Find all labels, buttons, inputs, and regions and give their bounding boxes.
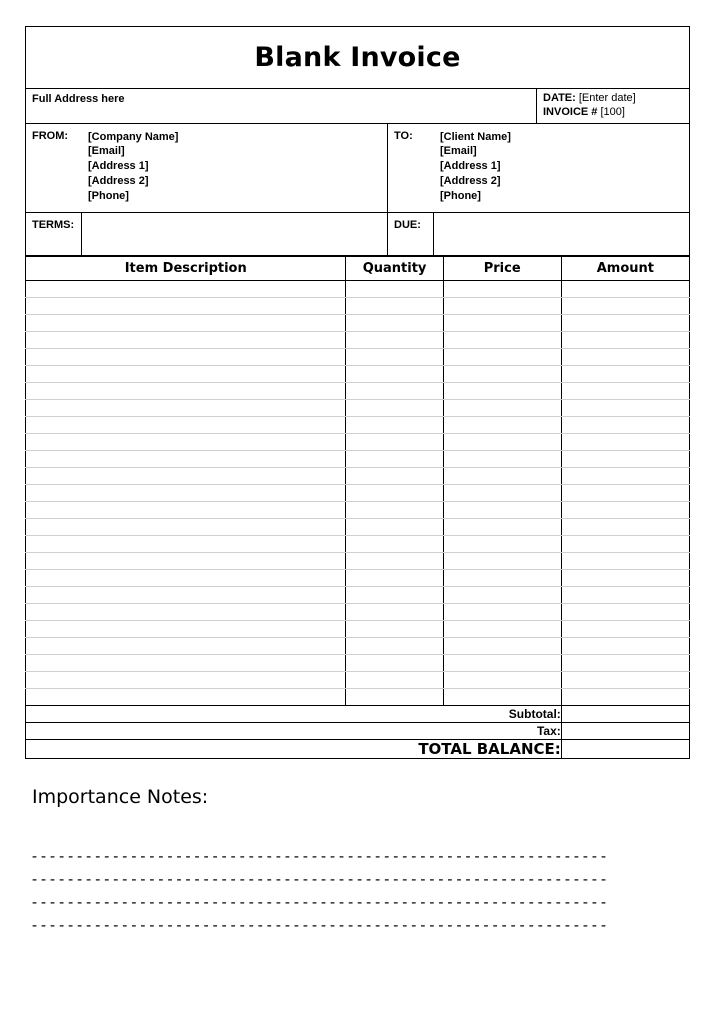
table-row [26, 400, 690, 417]
cell-quantity[interactable] [346, 536, 443, 553]
invoice-number-line [543, 106, 689, 120]
cell-price[interactable] [443, 672, 561, 689]
column-header-item-description: Item Description [26, 257, 346, 281]
cell-price[interactable] [443, 485, 561, 502]
from-line-4: [Address 2] [88, 175, 149, 188]
table-row [26, 298, 690, 315]
cell-amount[interactable] [561, 638, 689, 655]
cell-quantity[interactable] [346, 434, 443, 451]
to-block [388, 124, 689, 212]
table-row [26, 587, 690, 604]
cell-price[interactable] [443, 400, 561, 417]
cell-item-description[interactable] [26, 570, 346, 587]
terms-value[interactable] [82, 213, 388, 255]
cell-quantity[interactable] [346, 587, 443, 604]
cell-price[interactable] [443, 587, 561, 604]
items-table-body [26, 281, 690, 706]
cell-amount[interactable] [561, 332, 689, 349]
tax-label: Tax: [26, 723, 562, 740]
cell-price[interactable] [443, 281, 561, 298]
cell-quantity[interactable] [346, 553, 443, 570]
cell-quantity[interactable] [346, 604, 443, 621]
table-row [26, 672, 690, 689]
subtotal-value[interactable] [561, 706, 689, 723]
cell-price[interactable] [443, 366, 561, 383]
cell-price[interactable] [443, 604, 561, 621]
cell-amount[interactable] [561, 587, 689, 604]
cell-price[interactable] [443, 519, 561, 536]
cell-quantity[interactable] [346, 519, 443, 536]
cell-amount[interactable] [561, 451, 689, 468]
table-row [26, 485, 690, 502]
cell-amount[interactable] [561, 400, 689, 417]
table-row [26, 349, 690, 366]
cell-quantity[interactable] [346, 451, 443, 468]
cell-item-description[interactable] [26, 587, 346, 604]
cell-price[interactable] [443, 638, 561, 655]
page-title: Blank Invoice [254, 42, 461, 73]
invoice-header-box [25, 26, 690, 256]
cell-item-description[interactable] [26, 638, 346, 655]
table-row [26, 655, 690, 672]
cell-price[interactable] [443, 536, 561, 553]
cell-amount[interactable] [561, 417, 689, 434]
table-row [26, 468, 690, 485]
notes-title: Importance Notes: [32, 786, 209, 808]
cell-price[interactable] [443, 502, 561, 519]
table-row [26, 519, 690, 536]
from-line-5: [Phone] [88, 189, 129, 202]
cell-item-description[interactable] [26, 383, 346, 400]
summary-row-subtotal [26, 706, 690, 723]
title-row [26, 27, 689, 89]
to-label: TO: [394, 129, 413, 142]
table-row [26, 451, 690, 468]
table-row [26, 366, 690, 383]
cell-price[interactable] [443, 468, 561, 485]
due-value[interactable] [434, 213, 689, 255]
notes-line: ---------------------------------------------------------------- [30, 893, 608, 911]
cell-quantity[interactable] [346, 689, 443, 706]
table-row [26, 281, 690, 298]
cell-amount[interactable] [561, 349, 689, 366]
cell-amount[interactable] [561, 298, 689, 315]
cell-quantity[interactable] [346, 468, 443, 485]
cell-item-description[interactable] [26, 417, 346, 434]
cell-amount[interactable] [561, 315, 689, 332]
cell-quantity[interactable] [346, 400, 443, 417]
terms-label: TERMS: [26, 213, 82, 255]
date-invoice-block [537, 89, 689, 123]
full-address-label: Full Address here [26, 89, 537, 123]
cell-price[interactable] [443, 655, 561, 672]
table-row [26, 621, 690, 638]
cell-price[interactable] [443, 383, 561, 400]
cell-amount[interactable] [561, 502, 689, 519]
cell-amount[interactable] [561, 553, 689, 570]
cell-item-description[interactable] [26, 519, 346, 536]
subtotal-label: Subtotal: [26, 706, 562, 723]
cell-item-description[interactable] [26, 553, 346, 570]
cell-item-description[interactable] [26, 604, 346, 621]
cell-item-description[interactable] [26, 689, 346, 706]
cell-price[interactable] [443, 417, 561, 434]
cell-item-description[interactable] [26, 621, 346, 638]
to-value[interactable] [434, 124, 689, 212]
cell-amount[interactable] [561, 672, 689, 689]
table-row [26, 332, 690, 349]
cell-item-description[interactable] [26, 672, 346, 689]
items-header-row [26, 257, 690, 281]
table-row [26, 570, 690, 587]
cell-quantity[interactable] [346, 502, 443, 519]
cell-quantity[interactable] [346, 383, 443, 400]
cell-quantity[interactable] [346, 672, 443, 689]
to-line-2: [Email] [440, 145, 477, 158]
from-line-3: [Address 1] [88, 160, 149, 173]
column-header-amount: Amount [561, 257, 689, 281]
cell-quantity[interactable] [346, 281, 443, 298]
from-line-1: [Company Name] [88, 130, 179, 143]
column-header-quantity: Quantity [346, 257, 443, 281]
from-to-row [26, 124, 689, 213]
due-label: DUE: [388, 213, 434, 255]
cell-amount[interactable] [561, 468, 689, 485]
cell-quantity[interactable] [346, 485, 443, 502]
cell-item-description[interactable] [26, 536, 346, 553]
cell-quantity[interactable] [346, 366, 443, 383]
cell-item-description[interactable] [26, 451, 346, 468]
notes-line: ---------------------------------------------------------------- [30, 916, 608, 934]
notes-lines[interactable] [30, 845, 685, 937]
cell-amount[interactable] [561, 621, 689, 638]
column-header-price: Price [443, 257, 561, 281]
summary-row-tax [26, 723, 690, 740]
table-row [26, 417, 690, 434]
total-balance-label: TOTAL BALANCE: [26, 740, 562, 759]
table-row [26, 553, 690, 570]
table-row [26, 689, 690, 706]
cell-amount[interactable] [561, 519, 689, 536]
cell-amount[interactable] [561, 689, 689, 706]
table-row [26, 383, 690, 400]
cell-amount[interactable] [561, 383, 689, 400]
table-row [26, 502, 690, 519]
cell-item-description[interactable] [26, 468, 346, 485]
cell-amount[interactable] [561, 434, 689, 451]
from-line-2: [Email] [88, 145, 125, 158]
cell-quantity[interactable] [346, 298, 443, 315]
cell-quantity[interactable] [346, 570, 443, 587]
cell-item-description[interactable] [26, 502, 346, 519]
notes-line: ---------------------------------------------------------------- [30, 847, 608, 865]
cell-amount[interactable] [561, 281, 689, 298]
cell-amount[interactable] [561, 485, 689, 502]
cell-amount[interactable] [561, 604, 689, 621]
cell-price[interactable] [443, 451, 561, 468]
from-label: FROM: [32, 129, 69, 142]
address-row [26, 89, 689, 124]
cell-amount[interactable] [561, 655, 689, 672]
cell-amount[interactable] [561, 366, 689, 383]
cell-amount[interactable] [561, 536, 689, 553]
invoice-number-label: INVOICE # [543, 105, 598, 118]
tax-value[interactable] [561, 723, 689, 740]
cell-price[interactable] [443, 315, 561, 332]
cell-price[interactable] [443, 689, 561, 706]
to-line-4: [Address 2] [440, 175, 501, 188]
from-block [26, 124, 388, 212]
cell-price[interactable] [443, 298, 561, 315]
items-table-header [26, 257, 690, 281]
cell-price[interactable] [443, 349, 561, 366]
cell-quantity[interactable] [346, 655, 443, 672]
table-row [26, 604, 690, 621]
cell-price[interactable] [443, 553, 561, 570]
cell-quantity[interactable] [346, 638, 443, 655]
table-row [26, 434, 690, 451]
notes-line: ---------------------------------------------------------------- [30, 870, 608, 888]
cell-item-description[interactable] [26, 281, 346, 298]
cell-item-description[interactable] [26, 349, 346, 366]
cell-item-description[interactable] [26, 315, 346, 332]
terms-due-row [26, 213, 689, 255]
cell-item-description[interactable] [26, 298, 346, 315]
cell-price[interactable] [443, 570, 561, 587]
summary-row-total [26, 740, 690, 759]
cell-quantity[interactable] [346, 332, 443, 349]
cell-quantity[interactable] [346, 621, 443, 638]
items-table-footer [26, 706, 690, 759]
cell-item-description[interactable] [26, 332, 346, 349]
to-line-3: [Address 1] [440, 160, 501, 173]
cell-price[interactable] [443, 621, 561, 638]
items-table [25, 256, 690, 759]
date-value[interactable]: [Enter date] [578, 92, 636, 104]
cell-price[interactable] [443, 434, 561, 451]
table-row [26, 536, 690, 553]
cell-item-description[interactable] [26, 655, 346, 672]
from-value[interactable] [82, 124, 387, 212]
cell-item-description[interactable] [26, 434, 346, 451]
to-line-5: [Phone] [440, 189, 481, 202]
date-line [543, 92, 689, 106]
cell-item-description[interactable] [26, 485, 346, 502]
table-row [26, 315, 690, 332]
cell-quantity[interactable] [346, 349, 443, 366]
total-balance-value[interactable] [561, 740, 689, 759]
cell-item-description[interactable] [26, 400, 346, 417]
cell-quantity[interactable] [346, 315, 443, 332]
cell-amount[interactable] [561, 570, 689, 587]
invoice-number-value[interactable]: [100] [600, 105, 625, 118]
to-line-1: [Client Name] [440, 130, 511, 143]
cell-price[interactable] [443, 332, 561, 349]
table-row [26, 638, 690, 655]
cell-quantity[interactable] [346, 417, 443, 434]
date-label: DATE: [543, 92, 576, 104]
cell-item-description[interactable] [26, 366, 346, 383]
